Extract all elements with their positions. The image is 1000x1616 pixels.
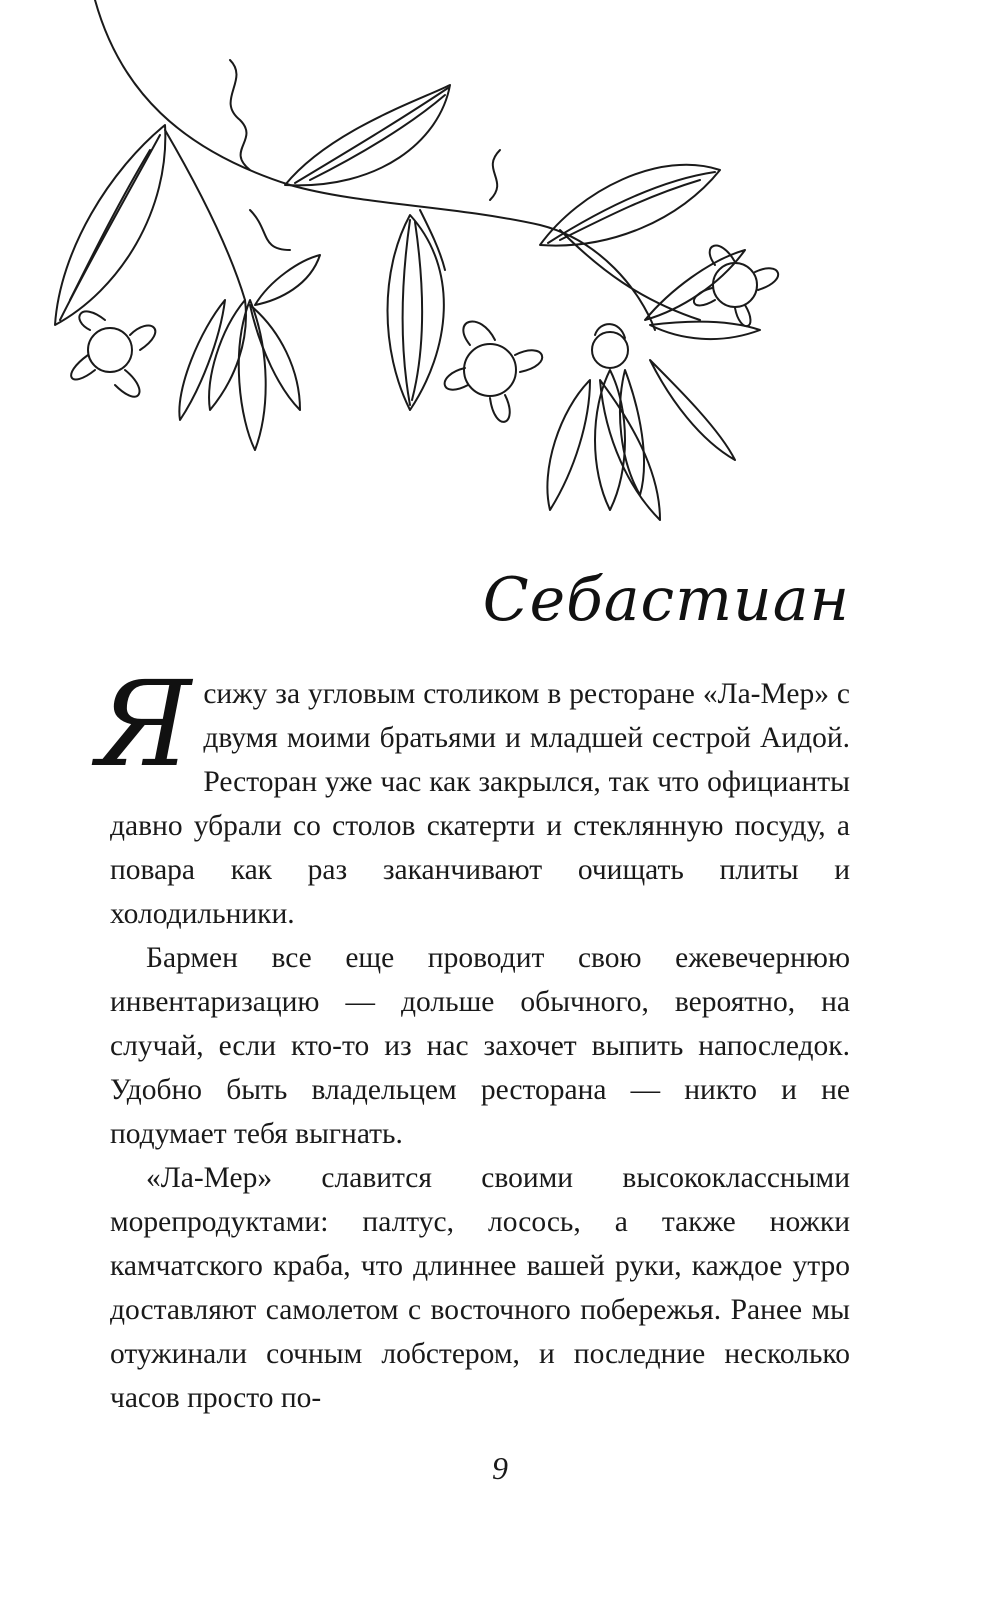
tendril-2 (490, 150, 500, 200)
flower-center (445, 321, 543, 421)
buds-right (547, 360, 735, 520)
paragraph-1 (96, 655, 850, 936)
chapter-body (96, 655, 850, 1420)
leaf-left (55, 125, 165, 325)
floral-branch-illustration (0, 0, 1000, 560)
paragraph-2: Бармен все еще проводит свою ежевечернюю инвентаризацию — дольше обычного, вероятно, на случай, если кто-то из нас захочет выпить напоследок. Удобно быть владельцем ресторана — никто и не подумает тебя выгнать. (110, 942, 850, 1150)
buds-top-left (255, 255, 320, 305)
flower-bud-center-right (592, 324, 628, 368)
stem-branch-left (165, 130, 245, 300)
paragraph-1-text: сижу за угловым столиком в ресторане «Ла-Мер» с двумя моими братьями и младшей сестрой Аидой. Ресторан уже час как закрылся, так что официанты давно убрали со столов скатерти и стеклянную посуду, а повара как раз заканчивают очищать плиты и холодильники. (110, 678, 850, 930)
tendril-1 (230, 60, 250, 170)
page-number: 9 (492, 1450, 508, 1486)
main-stem (95, 0, 655, 330)
drop-cap: Я (96, 655, 192, 793)
paragraph-3: «Ла-Мер» славится своими высококлассными морепродуктами: палтус, лосось, а также ножки камчатского краба, что длиннее вашей руки, каждое утро доставляют самолетом с восточного побережья. Ранее мы отужинали сочным лобстером, и последние несколько часов просто по- (110, 1162, 850, 1414)
tendril-3 (250, 210, 290, 250)
stem-branch-center (420, 210, 445, 270)
flower-right (694, 246, 778, 327)
flower-left (71, 311, 155, 396)
buds-left (179, 300, 300, 450)
leaf-top-center (285, 85, 450, 185)
chapter-title: Себастиан (482, 565, 850, 635)
